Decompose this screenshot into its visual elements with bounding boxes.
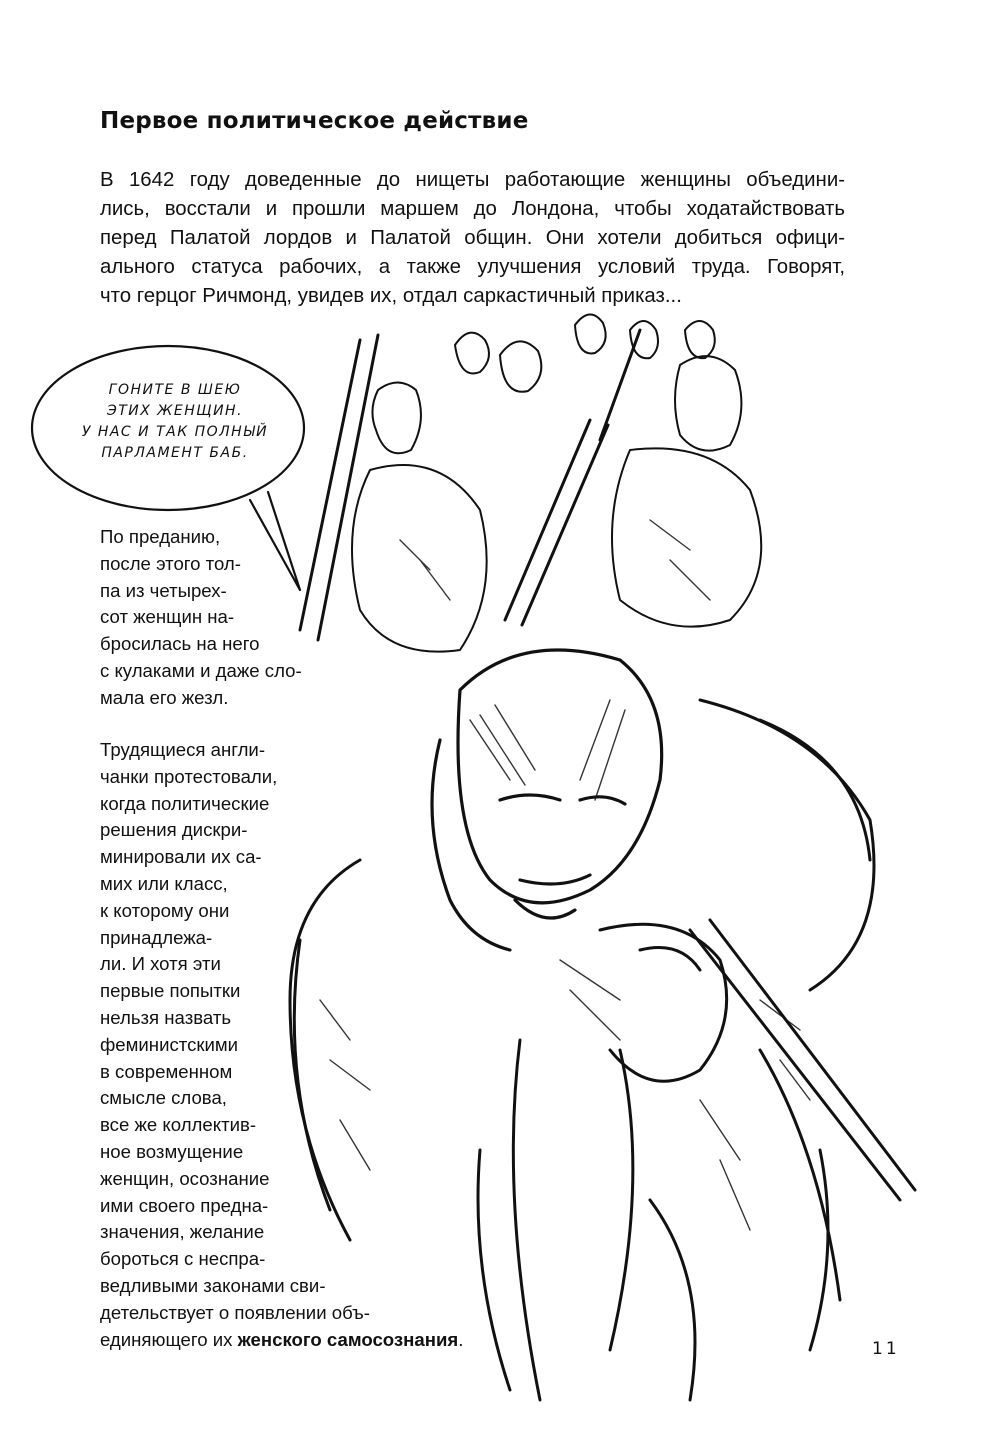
last-text-line bbox=[100, 1327, 463, 1354]
text-line: Трудящиеся англи- bbox=[100, 739, 266, 760]
text-line: феминистскими bbox=[100, 1033, 239, 1055]
page-number: 11 bbox=[872, 1339, 900, 1359]
intro-line: ального статуса рабочих, а также улучшения условий труда. Говорят, bbox=[100, 256, 845, 278]
intro-line: лись, восстали и прошли маршем до Лондона, чтобы ходатайствовать bbox=[100, 198, 845, 220]
intro-line: что герцог Ричмонд, увидев их, отдал саркастичный приказ... bbox=[100, 285, 682, 307]
text-line: после этого тол- bbox=[100, 552, 241, 574]
text-line: детельствует о появлении объ- bbox=[100, 1301, 370, 1323]
text-line: бороться с неспра- bbox=[100, 1248, 266, 1270]
intro-line: В 1642 году доведенные до нищеты работающие женщины объедини- bbox=[100, 169, 845, 191]
text-line: минировали их са- bbox=[100, 846, 262, 868]
speech-line: У НАС И ТАК ПОЛНЫЙ bbox=[81, 424, 269, 440]
intro-line: перед Палатой лордов и Палатой общин. Они хотели добиться офици- bbox=[100, 227, 845, 249]
text-line: принадлежа- bbox=[100, 926, 213, 948]
speech-line: ПАРЛАМЕНТ БАБ. bbox=[101, 445, 249, 461]
body-paragraph bbox=[100, 737, 463, 1353]
text-line: женщин, осознание bbox=[100, 1167, 270, 1189]
text-line: смысле слова, bbox=[100, 1087, 227, 1109]
speech-bubble-text bbox=[60, 380, 290, 464]
text-line: к которому они bbox=[100, 899, 230, 921]
text-line: с кулаками и даже сло- bbox=[100, 659, 302, 681]
text-line: ное возмущение bbox=[100, 1140, 244, 1162]
text-line: ли. И хотя эти bbox=[100, 953, 221, 975]
text-line: сот женщин на- bbox=[100, 606, 235, 628]
text-line: мала его жезл. bbox=[100, 686, 229, 708]
text-line: ими своего предна- bbox=[100, 1194, 269, 1216]
text-line: По преданию, bbox=[100, 526, 221, 547]
text-line: значения, желание bbox=[100, 1221, 265, 1243]
bold-term: женского самосознания bbox=[237, 1328, 459, 1350]
speech-line: ГОНИТЕ В ШЕЮ bbox=[108, 382, 242, 398]
text-line: первые попытки bbox=[100, 980, 241, 1002]
text-line: мих или класс, bbox=[100, 872, 228, 894]
legend-paragraph bbox=[100, 524, 302, 712]
text-line: в современном bbox=[100, 1060, 233, 1082]
last-line-prefix: единяющего их bbox=[100, 1328, 238, 1350]
text-line: па из четырех- bbox=[100, 579, 227, 601]
text-line: нельзя назвать bbox=[100, 1006, 232, 1028]
text-line: бросилась на него bbox=[100, 633, 260, 655]
text-line: когда политические bbox=[100, 792, 270, 814]
text-line: ведливыми законами сви- bbox=[100, 1274, 326, 1296]
text-line: решения дискри- bbox=[100, 819, 248, 841]
speech-line: ЭТИХ ЖЕНЩИН. bbox=[106, 403, 244, 419]
last-line-suffix: . bbox=[458, 1328, 464, 1350]
section-heading: Первое политическое действие bbox=[100, 108, 529, 134]
text-line: все же коллектив- bbox=[100, 1114, 257, 1136]
text-line: чанки протестовали, bbox=[100, 765, 278, 787]
intro-paragraph bbox=[100, 166, 845, 311]
